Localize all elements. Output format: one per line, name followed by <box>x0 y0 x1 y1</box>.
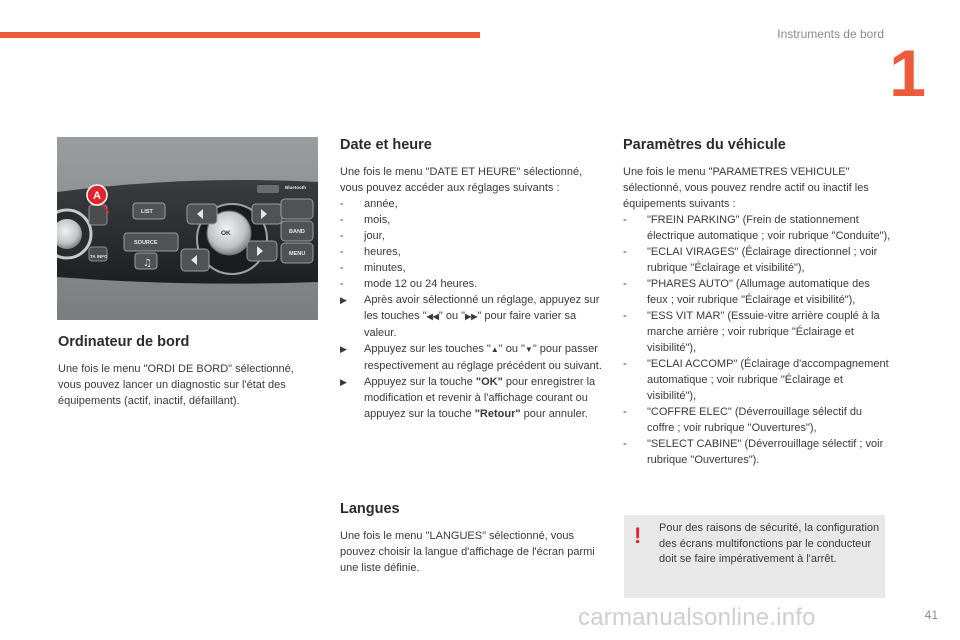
step-item: ▶ Après avoir sélectionné un réglage, appuyez sur les touches "◀◀" ou "▶▶" pour faire varier sa valeur. <box>340 294 600 339</box>
date-heure-section <box>340 136 602 422</box>
langues-title: Langues <box>340 501 400 517</box>
step-item: ▶ Appuyez sur la touche "OK" pour enregistrer la modification et revenir à l'affichage courant ou appuyez sur la touche "Retour" pour annuler. <box>340 376 596 420</box>
langues-text: Une fois le menu "LANGUES" sélectionné, vous pouvez choisir la langue d'affichage de l'écran parmi une liste définie. <box>340 530 595 574</box>
list-item: - "FREIN PARKING" (Frein de stationnement électrique automatique ; voir rubrique "Conduite"), <box>623 212 891 244</box>
bluetooth-label: Bluetooth <box>285 185 306 190</box>
step-item: ▶ Appuyez sur les touches "▲" ou "▼" pour passer respectivement au réglage précédent ou suivant. <box>340 343 602 372</box>
arrow-right-icon: ▶ <box>340 377 347 387</box>
list-item: - année, <box>340 196 602 212</box>
date-heure-title: Date et heure <box>340 137 432 153</box>
list-item: - "ECLAI ACCOMP" (Éclairage d'accompagnement automatique ; voir rubrique "Éclairage et visibilité"), <box>623 356 891 404</box>
parametres-intro: Une fois le menu "PARAMETRES VEHICULE" sélectionné, vous pouvez rendre actif ou inactif les équipements suivants : <box>623 166 869 210</box>
list-item: - "SELECT CABINE" (Déverrouillage sélectif ; voir rubrique "Ouvertures"). <box>623 436 891 468</box>
list-item: - jour, <box>340 228 602 244</box>
header-accent-bar <box>0 32 480 38</box>
date-heure-list <box>340 196 602 292</box>
parametres-title: Paramètres du véhicule <box>623 137 786 153</box>
ordinateur-title: Ordinateur de bord <box>58 334 190 350</box>
list-item: - "ECLAI VIRAGES" (Éclairage directionnel ; voir rubrique "Éclairage et visibilité"), <box>623 244 891 276</box>
right-arrows-symbol: ▶▶ <box>465 312 478 321</box>
section-title: Instruments de bord <box>777 27 884 41</box>
list-item: - minutes, <box>340 260 602 276</box>
menu-button-label: MENU <box>289 251 306 257</box>
warning-icon: ! <box>634 523 642 548</box>
list-item: - mode 12 ou 24 heures. <box>340 276 602 292</box>
langues-section <box>340 500 602 576</box>
page-number: 41 <box>924 608 938 622</box>
list-button-label: LIST <box>141 209 153 215</box>
watermark: carmanualsonline.info <box>578 604 816 631</box>
date-heure-intro: Une fois le menu "DATE ET HEURE" sélectionné, vous pouvez accéder aux réglages suivants : <box>340 166 583 194</box>
chapter-number: 1 <box>889 36 926 110</box>
band-button-label: BAND <box>289 229 305 235</box>
source-button-label: SOURCE <box>134 240 158 246</box>
list-item: - "PHARES AUTO" (Allumage automatique des feux ; voir rubrique "Éclairage et visibilité"), <box>623 276 891 308</box>
ok-button-label: OK <box>221 230 231 237</box>
safety-warning-box <box>624 515 885 598</box>
warning-text: Pour des raisons de sécurité, la configuration des écrans multifonctions par le conducteur doit se faire impérativement à l'arrêt. <box>659 522 880 565</box>
ordinateur-text: Une fois le menu "ORDI DE BORD" sélectionné, vous pouvez lancer un diagnostic sur l'état des équipements (actif, inactif, défaillant). <box>58 363 294 407</box>
control-panel-illustration <box>57 137 318 320</box>
up-arrow-symbol: ▲ <box>490 345 499 354</box>
list-item: - "COFFRE ELEC" (Déverrouillage sélectif du coffre ; voir rubrique "Ouvertures"), <box>623 404 891 436</box>
ok-key: "OK" <box>475 376 503 388</box>
down-arrow-symbol: ▼ <box>524 345 533 354</box>
ta-info-button-label: TA INFO <box>90 254 108 259</box>
left-arrows-symbol: ◀◀ <box>426 312 439 321</box>
ordinateur-section <box>58 333 320 409</box>
arrow-right-icon: ▶ <box>340 344 347 354</box>
music-note-icon: ♫ <box>143 258 152 269</box>
retour-key: "Retour" <box>474 408 521 420</box>
list-item: - heures, <box>340 244 602 260</box>
parametres-list <box>623 212 891 468</box>
date-heure-steps <box>340 292 602 422</box>
list-item: - mois, <box>340 212 602 228</box>
arrow-right-icon: ▶ <box>340 295 347 305</box>
parametres-section <box>623 136 891 468</box>
callout-a-label: A <box>93 190 101 202</box>
list-item: - "ESS VIT MAR" (Essuie-vitre arrière couplé à la marche arrière ; voir rubrique "Éclairage et visibilité"), <box>623 308 891 356</box>
